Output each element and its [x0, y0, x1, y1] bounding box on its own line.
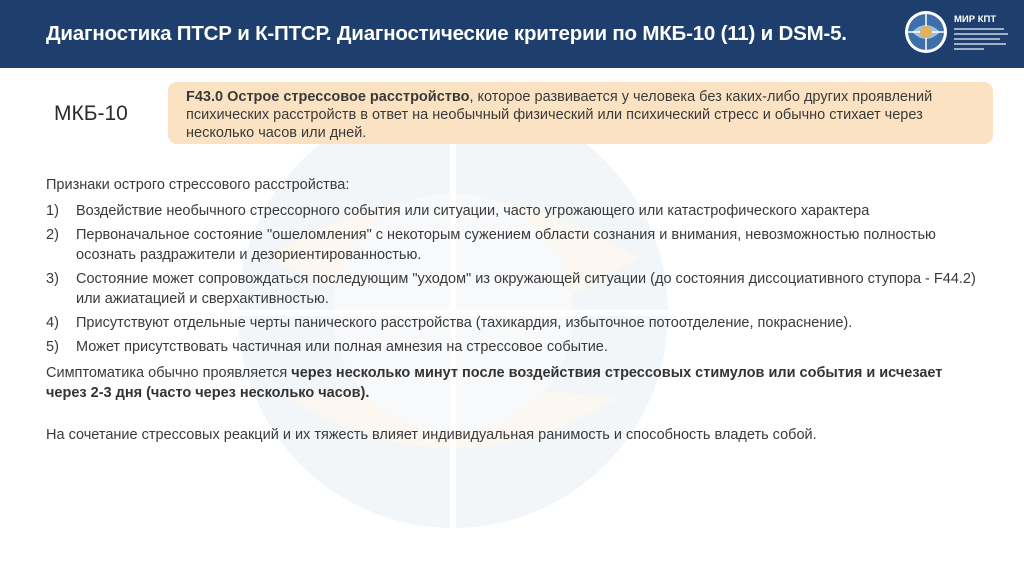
- definition-box: [168, 82, 993, 144]
- logo-subtitle-line: [954, 38, 1000, 40]
- list-number: 2): [46, 227, 59, 243]
- list-item: [46, 269, 986, 309]
- closing-paragraph: На сочетание стрессовых реакций и их тяжесть влияет индивидуальная ранимость и способность владеть собой.: [46, 427, 817, 443]
- list-text: Первоначальное состояние "ошеломления" с некоторым сужением области сознания и внимания, невозможностью полностью осознать раздражители и дезориентированностью.: [76, 227, 936, 263]
- main-content: [46, 176, 986, 445]
- definition-text: [186, 88, 976, 142]
- logo-title: МИР КПТ: [954, 14, 997, 25]
- header-bar: [0, 0, 1024, 68]
- list-number: 5): [46, 339, 59, 355]
- symptoms-bold: через несколько минут после воздействия стрессовых стимулов или события и исчезает через 2-3 дня (часто через несколько часов).: [46, 365, 943, 401]
- list-item: [46, 225, 986, 265]
- list-text: Воздействие необычного стрессорного события или ситуации, часто угрожающего или катастрофического характера: [76, 203, 870, 219]
- list-item: [46, 337, 986, 357]
- logo-subtitle-line: [954, 33, 1008, 35]
- list-number: 1): [46, 203, 59, 219]
- logo-subtitle-line: [954, 28, 1004, 30]
- page-title: Диагностика ПТСР и К-ПТСР. Диагностические критерии по МКБ-10 (11) и DSM-5.: [46, 22, 847, 45]
- signs-heading: Признаки острого стрессового расстройства:: [46, 177, 350, 193]
- list-text: Присутствуют отдельные черты панического расстройства (тахикардия, избыточное потоотделение, покраснение).: [76, 315, 853, 331]
- logo-subtitle-line: [954, 48, 984, 50]
- list-item: [46, 201, 986, 221]
- globe-logo-icon: [904, 10, 948, 54]
- list-number: 4): [46, 315, 59, 331]
- list-number: 3): [46, 271, 59, 287]
- logo-subtitle-line: [954, 43, 1006, 45]
- diagnosis-code: F43.0 Острое стрессовое расстройство: [186, 89, 470, 105]
- symptoms-prefix: Симптоматика обычно проявляется: [46, 365, 292, 381]
- diagnosis-definition: , которое развивается у человека без каких-либо других проявлений психических расстройств в ответ на необычный физический или психический стресс и обычно стихает через несколько часов или дней.: [186, 89, 933, 141]
- list-text: Состояние может сопровождаться последующим "уходом" из окружающей ситуации (до состояния диссоциативного ступора - F44.2) или ажиатацией и сверхактивностью.: [76, 271, 976, 307]
- symptoms-paragraph: [46, 363, 986, 403]
- list-text: Может присутствовать частичная или полная амнезия на стрессовое событие.: [76, 339, 608, 355]
- mkb-label: МКБ-10: [54, 102, 128, 125]
- list-item: [46, 313, 986, 333]
